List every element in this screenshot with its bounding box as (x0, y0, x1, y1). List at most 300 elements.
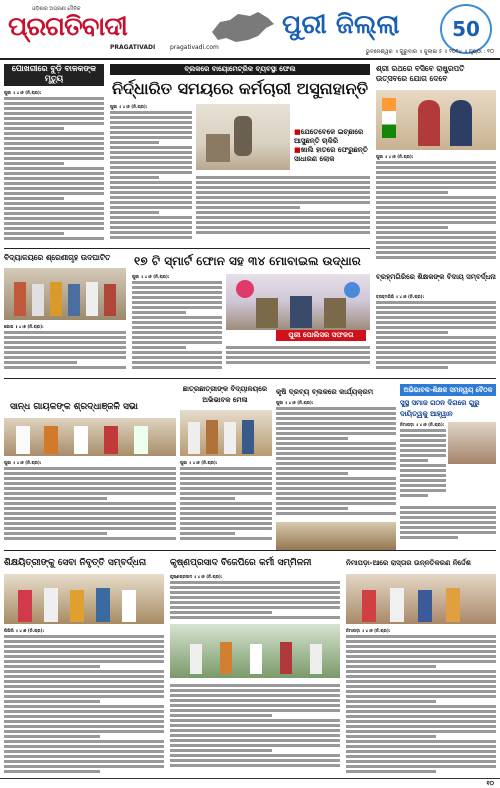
text-line (4, 346, 126, 349)
right-story-body (376, 154, 496, 266)
text-line (132, 316, 222, 319)
text-line (4, 685, 164, 688)
masthead-url: pragativadi.com (170, 44, 219, 51)
lead-body-col2 (196, 174, 370, 244)
text-line (346, 665, 436, 668)
text-line (196, 181, 370, 184)
text-line (170, 699, 340, 702)
text-line (4, 97, 104, 100)
text-line (400, 506, 496, 509)
text-line (4, 127, 64, 130)
text-line (346, 740, 496, 743)
text-line (376, 301, 496, 304)
text-line (4, 650, 164, 653)
text-line (170, 764, 340, 767)
lead-headline: ନିର୍ଦ୍ଧାରିତ ସମୟରେ କର୍ମଚାରୀ ଅସୁନାହାନ୍ତି (112, 79, 368, 98)
school2-story-dateline: ପୁରୀ ॥ ୪।୭ (ନି.ପ୍ର): (180, 460, 218, 465)
text-line (400, 494, 428, 497)
text-line (4, 720, 164, 723)
text-line (346, 725, 496, 728)
text-line (4, 102, 104, 105)
text-line (4, 477, 176, 480)
divider (4, 248, 370, 249)
text-line (346, 660, 496, 663)
text-line (170, 694, 340, 697)
right-mid-body (376, 294, 496, 374)
left-story-body (4, 90, 104, 245)
text-line (4, 690, 164, 693)
text-line (376, 161, 496, 164)
mobile-story-body-2 (226, 344, 370, 374)
text-line (170, 596, 340, 599)
text-line (346, 715, 496, 718)
text-line (276, 487, 396, 490)
text-line (400, 531, 496, 534)
text-line (4, 336, 126, 339)
lead-kicker: ବ୍ଲକରେ ବାୟୋମେଟ୍ରିକ ବ୍ୟବସ୍ଥା ଫେଲ (110, 64, 370, 75)
text-line (196, 176, 370, 179)
text-line (170, 684, 340, 687)
school-story-dateline: ଗୋପ ॥ ୪।୭ (ନି.ପ୍ର): (4, 324, 44, 329)
text-line (376, 361, 496, 364)
text-line (110, 231, 192, 234)
health-story-body (400, 422, 446, 502)
text-line (4, 675, 164, 678)
text-line (110, 196, 192, 199)
text-line (400, 464, 446, 467)
text-line (4, 497, 107, 500)
text-line (346, 710, 496, 713)
text-line (4, 107, 104, 110)
text-line (376, 226, 448, 229)
text-line (170, 749, 272, 752)
text-line (110, 186, 192, 189)
text-line (4, 472, 176, 475)
text-line (180, 497, 235, 500)
text-line (170, 586, 340, 589)
text-line (400, 459, 428, 462)
bottom-left-photo (4, 574, 164, 624)
text-line (4, 750, 164, 753)
text-line (4, 142, 104, 145)
text-line (4, 232, 64, 235)
text-line (4, 361, 77, 364)
text-line (196, 196, 370, 199)
text-line (170, 709, 340, 712)
text-line (132, 286, 222, 289)
right-story-photo (376, 90, 496, 150)
anniversary-badge: 50 (440, 4, 492, 54)
text-line (110, 166, 192, 169)
text-line (132, 301, 222, 304)
text-line (400, 536, 458, 539)
page-number: ୧୦ (486, 780, 494, 787)
text-line (4, 635, 164, 638)
block-story-headline: କୃଷି ଦ୍ରବ୍ୟ ବ୍ଲକରେ କାର୍ଯ୍ୟକ୍ରମ (276, 388, 374, 396)
text-line (346, 645, 496, 648)
school2-story-body (180, 460, 272, 546)
text-line (276, 472, 348, 475)
text-line (170, 616, 340, 619)
text-line (196, 186, 370, 189)
text-line (346, 750, 496, 753)
text-line (4, 665, 100, 668)
text-line (132, 336, 222, 339)
text-line (4, 137, 104, 140)
tribute-story-photo (4, 418, 176, 456)
mobile-story-body (132, 274, 222, 374)
school-story-body (4, 324, 126, 372)
text-line (110, 236, 192, 239)
text-line (180, 472, 272, 475)
text-line (110, 201, 192, 204)
text-line (4, 730, 164, 733)
text-line (132, 311, 186, 314)
text-line (376, 166, 496, 169)
text-line (346, 770, 436, 773)
text-line (276, 407, 396, 410)
text-line (4, 725, 164, 728)
text-line (346, 655, 496, 658)
text-line (376, 201, 496, 204)
text-line (170, 606, 340, 609)
masthead-logo-sub: PRAGATIVADI (110, 44, 156, 51)
text-line (226, 351, 370, 354)
school2-story-headline: ଛାତ୍ରଛାତ୍ରୀଙ୍କ ବିଦ୍ୟାଳୟରେ ଅଭିଭାବକ ମେଳା (182, 385, 268, 404)
text-line (376, 246, 496, 249)
text-line (110, 131, 192, 134)
text-line (400, 526, 496, 529)
text-line (400, 449, 446, 452)
text-line (4, 645, 164, 648)
text-line (4, 710, 164, 713)
text-line (346, 670, 496, 673)
text-line (170, 724, 340, 727)
text-line (400, 434, 446, 437)
text-line (4, 640, 164, 643)
text-line (226, 356, 370, 359)
text-line (4, 517, 176, 520)
text-line (4, 351, 126, 354)
left-story-dateline: ପୁରୀ ॥ ୪।୭ (ନି.ପ୍ର): (4, 90, 42, 95)
text-line (4, 132, 104, 135)
text-line (400, 489, 446, 492)
health-story-dateline: ନିମାପଡ଼ା ॥ ୪।୭ (ନି.ପ୍ର): (400, 422, 445, 427)
text-line (4, 487, 176, 490)
text-line (4, 507, 176, 510)
text-line (196, 231, 370, 234)
lead-bullet-2: ■ ଖାଲି ହାତରେ ଫେରୁଛନ୍ତି ସାଧାରଣ ଲୋକ (294, 146, 370, 164)
text-line (4, 356, 126, 359)
text-line (170, 739, 340, 742)
health-story-headline: ସୁସ୍ଥ ସମାଜ ଗଠନ ଦିଗରେ ଗୁରୁ ଦାୟିତ୍ୱକୁ ଆହ୍ୱାନ (400, 399, 480, 418)
text-line (170, 754, 340, 757)
text-line (4, 152, 104, 155)
text-line (276, 422, 396, 425)
text-line (376, 336, 496, 339)
text-line (132, 341, 222, 344)
text-line (376, 326, 496, 329)
text-line (110, 211, 159, 214)
text-line (170, 759, 340, 762)
text-line (4, 192, 104, 195)
text-line (170, 744, 340, 747)
text-line (4, 680, 164, 683)
text-line (170, 719, 340, 722)
text-line (376, 256, 496, 259)
text-line (110, 126, 192, 129)
health-story-kicker: ଅଭିଭାବକ-ଶିକ୍ଷକ ସମନ୍ୱୟ ବୈଠକ (400, 384, 496, 396)
right-story-headline: ଶ୍ରୀ ରଥରେ ବସିବେ ରାଷ୍ଟ୍ରପତି ଉତ୍ସବରେ ଯୋଗ ଦେବେ (376, 64, 465, 83)
text-line (4, 760, 164, 763)
text-line (180, 517, 272, 520)
text-line (110, 111, 192, 114)
text-line (4, 655, 164, 658)
text-line (346, 680, 496, 683)
text-line (4, 222, 104, 225)
text-line (110, 226, 192, 229)
lead-bullets (294, 128, 370, 168)
text-line (4, 502, 176, 505)
bottom-left-dateline: ପିପିଲି ॥ ୪।୭ (ନି.ପ୍ର): (4, 628, 45, 633)
text-line (376, 191, 448, 194)
text-line (346, 695, 496, 698)
text-line (4, 527, 176, 530)
text-line (4, 167, 104, 170)
health-story-photo (448, 422, 496, 464)
text-line (276, 452, 396, 455)
text-line (346, 700, 436, 703)
block-story-body (276, 400, 396, 520)
mobile-story-headline: ୧୭ ଟି ସ୍ମାର୍ଟ ଫୋନ ସହ ୩୪ ମୋବାଇଲ ଉଦ୍ଧାର (134, 254, 361, 268)
lead-bullet-1: ■ ଯେତେବେଳେ ଇଚ୍ଛାରେ ଆସୁଛନ୍ତି ଚାକିରି (294, 128, 370, 146)
text-line (276, 437, 348, 440)
text-line (276, 442, 396, 445)
text-line (170, 714, 272, 717)
text-line (4, 217, 104, 220)
text-line (4, 532, 107, 535)
text-line (400, 521, 496, 524)
text-line (4, 482, 176, 485)
mobile-story-dateline: ପୁରୀ ॥ ୪।୭ (ନି.ପ୍ର): (132, 274, 170, 279)
text-line (110, 176, 159, 179)
text-line (4, 112, 104, 115)
school2-story-photo (180, 410, 272, 456)
text-line (196, 211, 370, 214)
text-line (4, 745, 164, 748)
mobile-story-caption: ପୁରୀ ପୋଲିସର ସଫଳତା (276, 330, 366, 341)
text-line (400, 511, 496, 514)
text-line (110, 121, 192, 124)
text-line (4, 366, 126, 369)
text-line (110, 146, 192, 149)
text-line (4, 197, 64, 200)
text-line (4, 187, 104, 190)
text-line (170, 581, 340, 584)
text-line (180, 502, 272, 505)
tribute-story-body (4, 460, 176, 546)
tribute-story-dateline: ପୁରୀ ॥ ୪।୭ (ନି.ପ୍ର): (4, 460, 42, 465)
text-line (400, 439, 446, 442)
text-line (4, 537, 176, 540)
text-line (346, 760, 496, 763)
text-line (346, 650, 496, 653)
text-line (180, 487, 272, 490)
text-line (376, 221, 496, 224)
text-line (4, 212, 104, 215)
text-line (276, 417, 396, 420)
text-line (376, 351, 496, 354)
page-footer (0, 778, 500, 788)
text-line (170, 591, 340, 594)
text-line (276, 467, 396, 470)
block-story-photo (276, 522, 396, 550)
bottom-right-body (346, 628, 496, 776)
text-line (110, 191, 192, 194)
lead-dateline: ପୁରୀ ॥ ୪।୭ (ନି.ପ୍ର): (110, 104, 148, 109)
right-story-dateline: ପୁରୀ ॥ ୪।୭ (ନି.ପ୍ର): (376, 154, 414, 159)
text-line (4, 740, 164, 743)
text-line (346, 640, 496, 643)
text-line (180, 537, 272, 540)
bottom-right-photo (346, 574, 496, 624)
bottom-mid-body (170, 574, 340, 622)
text-line (110, 221, 192, 224)
text-line (376, 236, 496, 239)
text-line (132, 296, 222, 299)
left-story-headline: ପୋଖରୀରେ ବୁଡ଼ି ବାଳକଙ୍କ ମୃତ୍ୟୁ (4, 64, 104, 86)
bottom-mid-body-2 (170, 682, 340, 776)
text-line (226, 361, 370, 364)
text-line (4, 202, 104, 205)
text-line (376, 356, 496, 359)
text-line (376, 346, 496, 349)
masthead-logo: ପ୍ରଗତିବାଦୀ (8, 12, 127, 42)
text-line (170, 704, 340, 707)
text-line (276, 462, 396, 465)
text-line (376, 321, 496, 324)
text-line (376, 186, 496, 189)
text-line (400, 469, 446, 472)
text-line (4, 715, 164, 718)
text-line (132, 306, 222, 309)
text-line (110, 181, 192, 184)
text-line (196, 206, 300, 209)
masthead-dateline: ଭୁବନେଶ୍ୱର ॥ ଗୁରୁବାର ॥ ଜୁଲାଇ ୫ ॥ ୨୦୨୪ ॥ ପୃଷ୍ଠା : ୧୦ (365, 49, 494, 55)
text-line (276, 427, 396, 430)
mobile-story-photo (226, 274, 370, 330)
text-line (376, 251, 496, 254)
text-line (226, 346, 370, 349)
text-line (4, 670, 164, 673)
text-line (180, 492, 272, 495)
text-line (4, 207, 104, 210)
text-line (110, 156, 192, 159)
text-line (276, 482, 396, 485)
school-story-headline: ବିଦ୍ୟାଳୟରେ ଶ୍ରେଣୀଗୃହ ଉଦଘାଟିତ (4, 253, 111, 262)
bottom-left-headline: ଶିକ୍ଷୟିତ୍ରୀଙ୍କୁ ସେବା ନିବୃତ୍ତି ସମ୍ବର୍ଦ୍ଧନା (4, 558, 147, 568)
text-line (4, 122, 104, 125)
text-line (276, 432, 396, 435)
text-line (376, 366, 448, 369)
text-line (346, 685, 496, 688)
text-line (4, 512, 176, 515)
text-line (4, 227, 104, 230)
block-story-dateline: ପୁରୀ ॥ ୪।୭ (ନି.ପ୍ର): (276, 400, 314, 405)
text-line (180, 507, 272, 510)
text-line (110, 161, 192, 164)
text-line (170, 601, 340, 604)
text-line (276, 477, 396, 480)
text-line (4, 147, 104, 150)
masthead (0, 0, 500, 60)
text-line (132, 291, 222, 294)
text-line (376, 171, 496, 174)
text-line (4, 467, 176, 470)
divider (4, 378, 496, 379)
lead-photo (196, 104, 290, 170)
text-line (4, 331, 126, 334)
text-line (376, 231, 496, 234)
text-line (376, 216, 496, 219)
text-line (4, 705, 164, 708)
text-line (196, 201, 370, 204)
text-line (4, 157, 104, 160)
text-line (132, 351, 222, 354)
text-line (4, 735, 100, 738)
text-line (276, 457, 396, 460)
text-line (4, 172, 104, 175)
bottom-mid-dateline: କୃଷ୍ଣପ୍ରସାଦ ॥ ୪।୭ (ନି.ପ୍ର): (170, 574, 223, 579)
bottom-mid-photo (170, 624, 340, 678)
text-line (132, 321, 222, 324)
bottom-left-body (4, 628, 164, 776)
text-line (376, 181, 496, 184)
text-line (400, 444, 446, 447)
text-line (346, 720, 496, 723)
text-line (132, 361, 222, 364)
text-line (4, 117, 104, 120)
text-line (346, 765, 496, 768)
text-line (132, 331, 222, 334)
text-line (346, 635, 496, 638)
text-line (400, 516, 496, 519)
text-line (4, 765, 164, 768)
text-line (110, 141, 159, 144)
text-line (400, 479, 446, 482)
text-line (170, 734, 340, 737)
masthead-tagline: ଓଡ଼ିଶାର ଅଗ୍ରଣୀ ଦୈନିକ (32, 6, 81, 12)
text-line (180, 532, 235, 535)
text-line (4, 695, 164, 698)
text-line (376, 341, 496, 344)
text-line (110, 136, 192, 139)
text-line (346, 675, 496, 678)
odisha-map-icon (208, 10, 278, 44)
text-line (346, 690, 496, 693)
text-line (4, 492, 176, 495)
text-line (196, 191, 370, 194)
text-line (132, 281, 222, 284)
text-line (180, 467, 272, 470)
text-line (400, 454, 446, 457)
bottom-right-headline: ନିମାପଡ଼ା-ଆରେ ରାସ୍ତାର ଉନ୍ନତିକରଣ ନିର୍ଦ୍ଦେଶ (346, 559, 471, 567)
text-line (400, 474, 446, 477)
text-line (132, 356, 222, 359)
text-line (276, 412, 396, 415)
text-line (276, 512, 396, 515)
right-mid-headline: ବ୍ରହ୍ମଗିରିରେ ଶିକ୍ଷକଙ୍କ ବିଦାୟ ସମ୍ବର୍ଦ୍ଧନା (376, 273, 496, 281)
